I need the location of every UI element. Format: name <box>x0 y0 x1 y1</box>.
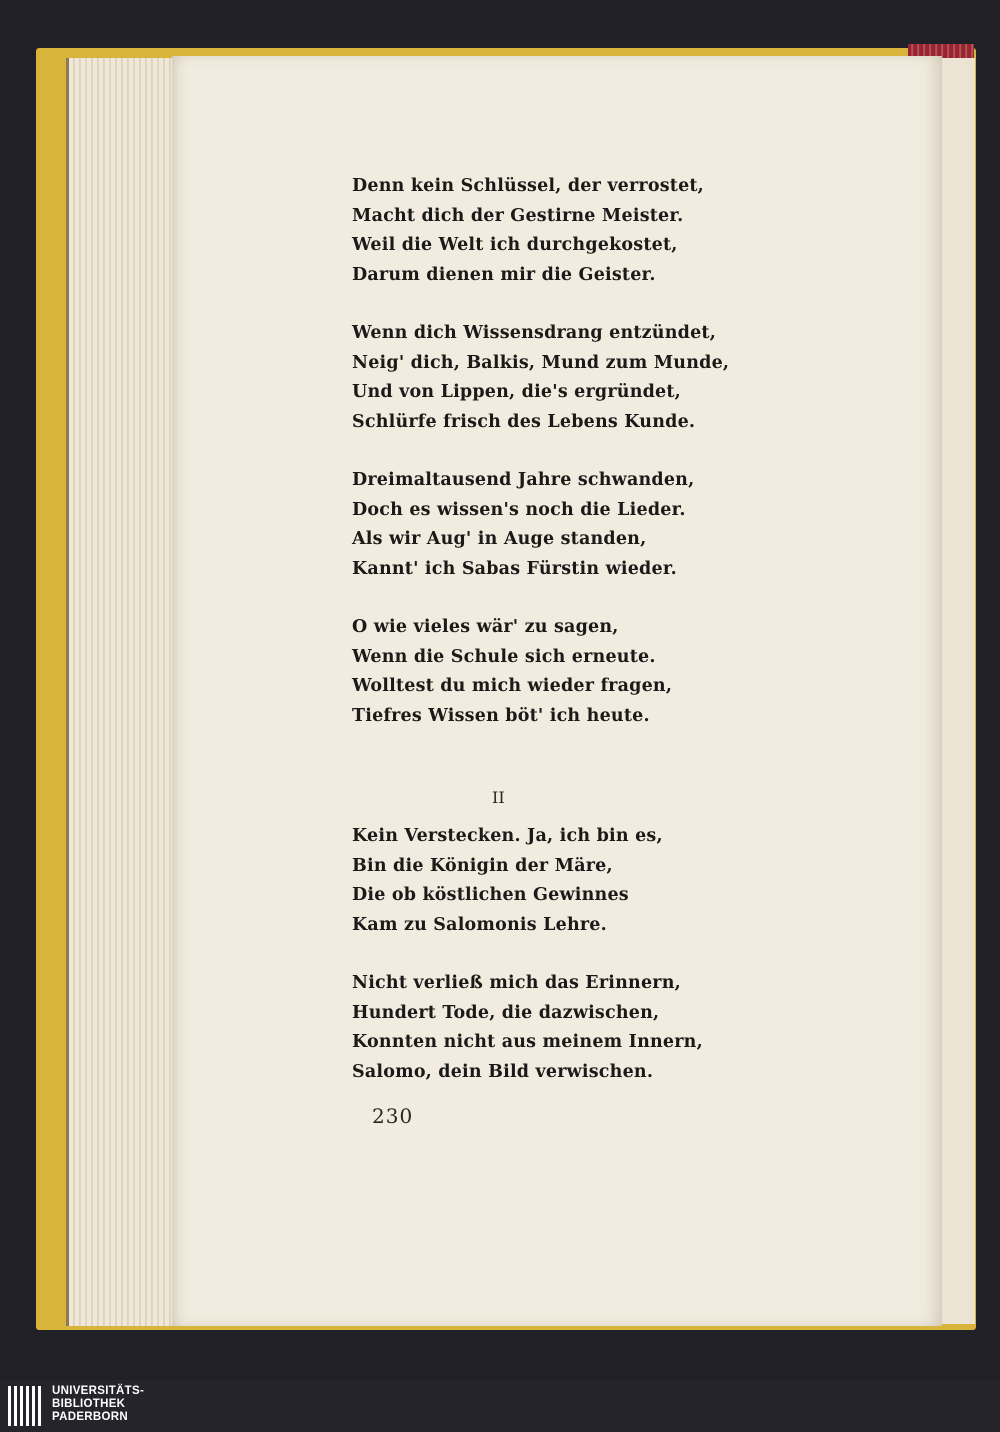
page-edges <box>66 58 181 1326</box>
verse-line: Schlürfe frisch des Lebens Kunde. <box>352 411 696 432</box>
verse-line: Salomo, dein Bild verwischen. <box>352 1061 654 1082</box>
verse-line: Und von Lippen, die's ergründet, <box>352 382 681 402</box>
library-logo-text <box>52 1385 144 1424</box>
stanza <box>352 319 772 437</box>
stanza <box>352 613 772 731</box>
stanza <box>352 172 772 290</box>
library-footer <box>0 1380 1000 1432</box>
verse-line: Kannt' ich Sabas Fürstin wieder. <box>352 558 677 579</box>
verse-line: O wie vieles wär' zu sagen, <box>352 617 619 637</box>
stanza <box>352 466 772 584</box>
verse-line: Konnten nicht aus meinem Innern, <box>352 1032 703 1052</box>
logo-line: BIBLIOTHEK <box>52 1398 126 1410</box>
verse-line: Weil die Welt ich durchgekostet, <box>352 235 678 255</box>
verse-line: Kam zu Salomonis Lehre. <box>352 914 607 935</box>
poem-part-two <box>352 822 772 1116</box>
library-logo-icon <box>8 1386 44 1426</box>
verse-line: Darum dienen mir die Geister. <box>352 264 656 285</box>
verse-line: Macht dich der Gestirne Meister. <box>352 205 684 226</box>
logo-line: PADERBORN <box>52 1411 128 1423</box>
verse-line: Doch es wissen's noch die Lieder. <box>352 499 686 520</box>
verse-line: Wolltest du mich wieder fragen, <box>352 676 673 696</box>
stanza <box>352 822 772 940</box>
stanza <box>352 969 772 1087</box>
verse-line: Neig' dich, Balkis, Mund zum Munde, <box>352 352 730 373</box>
page-number: 230 <box>372 1104 414 1128</box>
verse-line: Die ob köstlichen Gewinnes <box>352 885 629 905</box>
poem-part-one <box>352 172 772 760</box>
section-numeral: II <box>492 788 505 807</box>
verse-line: Wenn dich Wissensdrang entzündet, <box>352 323 716 343</box>
verse-line: Dreimaltausend Jahre schwanden, <box>352 470 695 490</box>
logo-line: UNIVERSITÄTS- <box>52 1385 145 1397</box>
verse-line: Wenn die Schule sich erneute. <box>352 646 656 667</box>
facing-page-edge <box>938 58 975 1324</box>
verse-line: Bin die Königin der Märe, <box>352 855 613 876</box>
verse-line: Denn kein Schlüssel, der verrostet, <box>352 176 704 196</box>
verse-line: Hundert Tode, die dazwischen, <box>352 1002 660 1023</box>
verse-line: Als wir Aug' in Auge standen, <box>352 529 647 549</box>
verse-line: Kein Verstecken. Ja, ich bin es, <box>352 826 663 846</box>
verse-line: Tiefres Wissen böt' ich heute. <box>352 705 650 726</box>
verse-line: Nicht verließ mich das Erinnern, <box>352 973 681 993</box>
